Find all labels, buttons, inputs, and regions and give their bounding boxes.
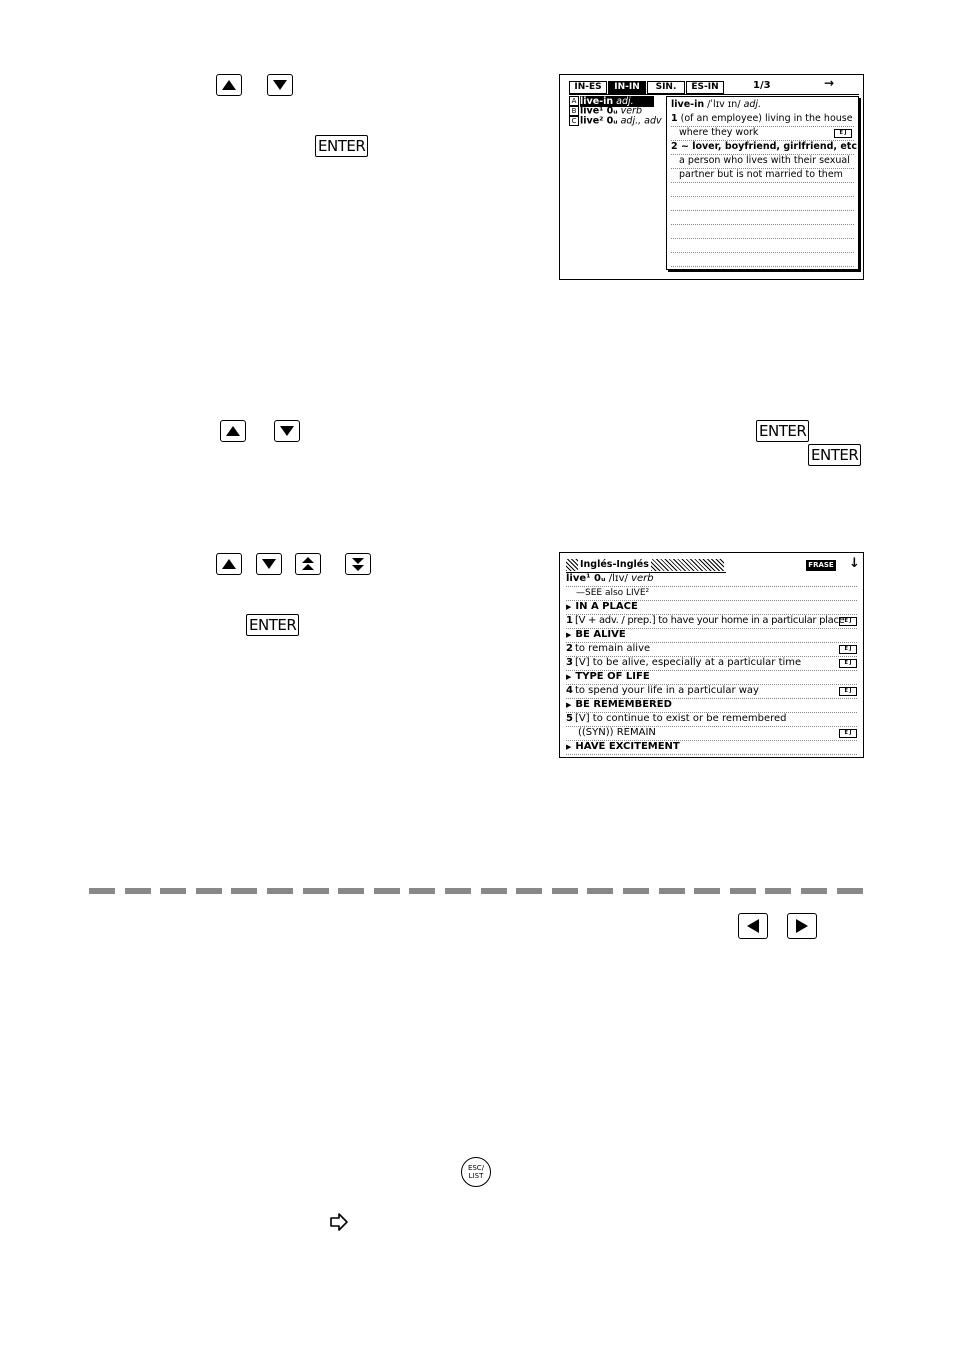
- dash-segment: [659, 888, 685, 894]
- tab-in-es[interactable]: IN-ES: [569, 81, 607, 94]
- down-arrow-key-icon: [256, 553, 282, 575]
- sense-number: 1: [671, 113, 678, 124]
- section-label: HAVE EXCITEMENT: [575, 741, 680, 752]
- sense-number: 1: [566, 615, 573, 626]
- frase-badge[interactable]: FRASE: [806, 560, 836, 571]
- enter-key-icon: ENTER: [808, 444, 861, 466]
- page-down-key-icon: [345, 553, 371, 575]
- dash-segment: [267, 888, 293, 894]
- right-arrow-indicator-icon: →: [824, 76, 835, 90]
- dash-segment: [160, 888, 186, 894]
- sense-number: 2: [566, 643, 573, 654]
- popup-text: ~ lover, boyfriend, girlfriend, etc.: [680, 141, 861, 152]
- dash-segment: [125, 888, 151, 894]
- popup-line: [671, 140, 861, 155]
- page-indicator: 1/3: [753, 80, 771, 91]
- popup-text: (of an employee) living in the house: [680, 113, 853, 124]
- dictionary-screen-1: [559, 74, 864, 280]
- synonym-line: [566, 726, 857, 741]
- list-item[interactable]: [569, 116, 662, 127]
- list-head: live² 0ᵤ: [580, 115, 618, 127]
- popup-text: where they work: [679, 127, 759, 138]
- down-arrow-indicator-icon: ↓: [849, 556, 860, 571]
- page-up-key-icon: [295, 553, 321, 575]
- definition-text: to remain alive: [574, 643, 651, 654]
- up-arrow-key-icon: [220, 420, 246, 442]
- list-letter: C: [569, 116, 579, 126]
- definition-popup: [666, 96, 859, 270]
- definition-text: [V] to be alive, especially at a particular time: [574, 657, 802, 668]
- section-triangle-icon: ▶: [566, 631, 572, 639]
- dash-segment: [338, 888, 364, 894]
- definition-text: to spend your life in a particular way: [574, 685, 759, 696]
- dash-segment: [587, 888, 613, 894]
- popup-empty-line: [671, 252, 854, 267]
- list-head: live-in: [580, 95, 614, 107]
- dash-segment: [623, 888, 649, 894]
- hollow-arrow-right-icon: [329, 1212, 349, 1237]
- ej-jump-icon[interactable]: E J: [839, 687, 857, 696]
- ej-jump-icon[interactable]: E J: [839, 729, 857, 738]
- up-arrow-key-icon: [216, 553, 242, 575]
- dash-segment: [481, 888, 507, 894]
- dash-segment: [89, 888, 115, 894]
- section-heading: [566, 740, 857, 755]
- see-also-text: —SEE also LIVE²: [576, 588, 650, 598]
- popup-pron: /ˈlɪv ɪn/: [707, 99, 741, 110]
- list-letter: A: [569, 96, 579, 106]
- ej-jump-icon[interactable]: E J: [839, 645, 857, 654]
- definition-text: [V + adv. / prep.] to have your home in a particular place: [574, 615, 845, 626]
- popup-empty-line: [671, 224, 854, 239]
- dash-segment: [730, 888, 756, 894]
- list-head: live¹ 0ᵤ: [580, 105, 618, 117]
- entry-pos: verb: [631, 573, 654, 584]
- section-triangle-icon: ▶: [566, 603, 572, 611]
- definition-line: [566, 614, 857, 629]
- definition-text: ((SYN)) REMAIN: [578, 727, 656, 738]
- definition-line: [566, 712, 857, 727]
- right-arrow-key-icon: [787, 913, 817, 939]
- dash-segment: [516, 888, 542, 894]
- dash-segment: [801, 888, 827, 894]
- section-heading: [566, 628, 857, 643]
- section-label: BE ALIVE: [575, 629, 626, 640]
- sense-number: 5: [566, 713, 573, 724]
- section-triangle-icon: ▶: [566, 701, 572, 709]
- entry-headword: live¹ 0ᵤ: [566, 573, 606, 584]
- section-triangle-icon: ▶: [566, 743, 572, 751]
- dash-segment: [694, 888, 720, 894]
- sense-number: 2: [671, 141, 678, 152]
- popup-text: a person who lives with their sexual: [679, 155, 850, 166]
- dash-segment: [303, 888, 329, 894]
- dash-segment: [837, 888, 863, 894]
- popup-line: [671, 168, 854, 183]
- esc-list-key-icon: [461, 1157, 491, 1187]
- popup-text: partner but is not married to them: [679, 169, 843, 180]
- enter-key-icon: ENTER: [315, 135, 368, 157]
- section-triangle-icon: ▶: [566, 673, 572, 681]
- section-label: TYPE OF LIFE: [575, 671, 650, 682]
- list-pos: adj., adv: [620, 115, 662, 127]
- ej-jump-icon[interactable]: E J: [834, 129, 852, 138]
- section-label: BE REMEMBERED: [575, 699, 672, 710]
- popup-empty-line: [671, 182, 854, 197]
- popup-line: [671, 154, 854, 169]
- popup-empty-line: [671, 238, 854, 253]
- tab-in-in[interactable]: IN-IN: [608, 81, 646, 94]
- section-heading: [566, 670, 857, 685]
- dash-segment: [196, 888, 222, 894]
- sense-number: 3: [566, 657, 573, 668]
- enter-key-icon: ENTER: [246, 614, 299, 636]
- dash-segment: [765, 888, 791, 894]
- dash-segment: [445, 888, 471, 894]
- entry-pron: /lɪv/: [608, 573, 628, 584]
- popup-empty-line: [671, 196, 854, 211]
- list-label: LIST: [468, 1172, 484, 1180]
- dictionary-title: Inglés-Inglés: [580, 559, 649, 570]
- down-arrow-key-icon: [267, 74, 293, 96]
- list-pos: adj.: [616, 96, 654, 107]
- up-arrow-key-icon: [216, 74, 242, 96]
- dash-segment: [409, 888, 435, 894]
- section-label: IN A PLACE: [575, 601, 638, 612]
- left-arrow-key-icon: [738, 913, 768, 939]
- entry-headline: [566, 572, 857, 587]
- enter-key-icon: ENTER: [756, 420, 809, 442]
- popup-line: [671, 112, 854, 127]
- dash-segment: [374, 888, 400, 894]
- definition-text: [V] to continue to exist or be remembered: [574, 713, 787, 724]
- popup-empty-line: [671, 210, 854, 225]
- definition-line: [566, 656, 857, 671]
- list-letter: B: [569, 106, 579, 116]
- popup-line: [671, 126, 854, 141]
- popup-headword: live-in: [671, 99, 705, 110]
- dash-segment: [552, 888, 578, 894]
- see-also-line: [566, 586, 857, 601]
- ej-jump-icon[interactable]: E J: [839, 617, 857, 626]
- dictionary-screen-2: [559, 552, 864, 758]
- tab-es-in[interactable]: ES-IN: [686, 81, 724, 94]
- tab-rule: [569, 94, 859, 95]
- definition-line: [566, 642, 857, 657]
- esc-label: ESC/: [467, 1164, 485, 1172]
- down-arrow-key-icon: [274, 420, 300, 442]
- tab-sin[interactable]: SIN.: [647, 81, 685, 94]
- popup-headline: [671, 98, 854, 112]
- section-heading: [566, 600, 857, 615]
- popup-pos: adj.: [743, 99, 762, 110]
- ej-jump-icon[interactable]: E J: [839, 659, 857, 668]
- sense-number: 4: [566, 685, 573, 696]
- list-pos: verb: [620, 105, 642, 117]
- definition-line: [566, 684, 857, 699]
- dash-segment: [231, 888, 257, 894]
- section-heading: [566, 698, 857, 713]
